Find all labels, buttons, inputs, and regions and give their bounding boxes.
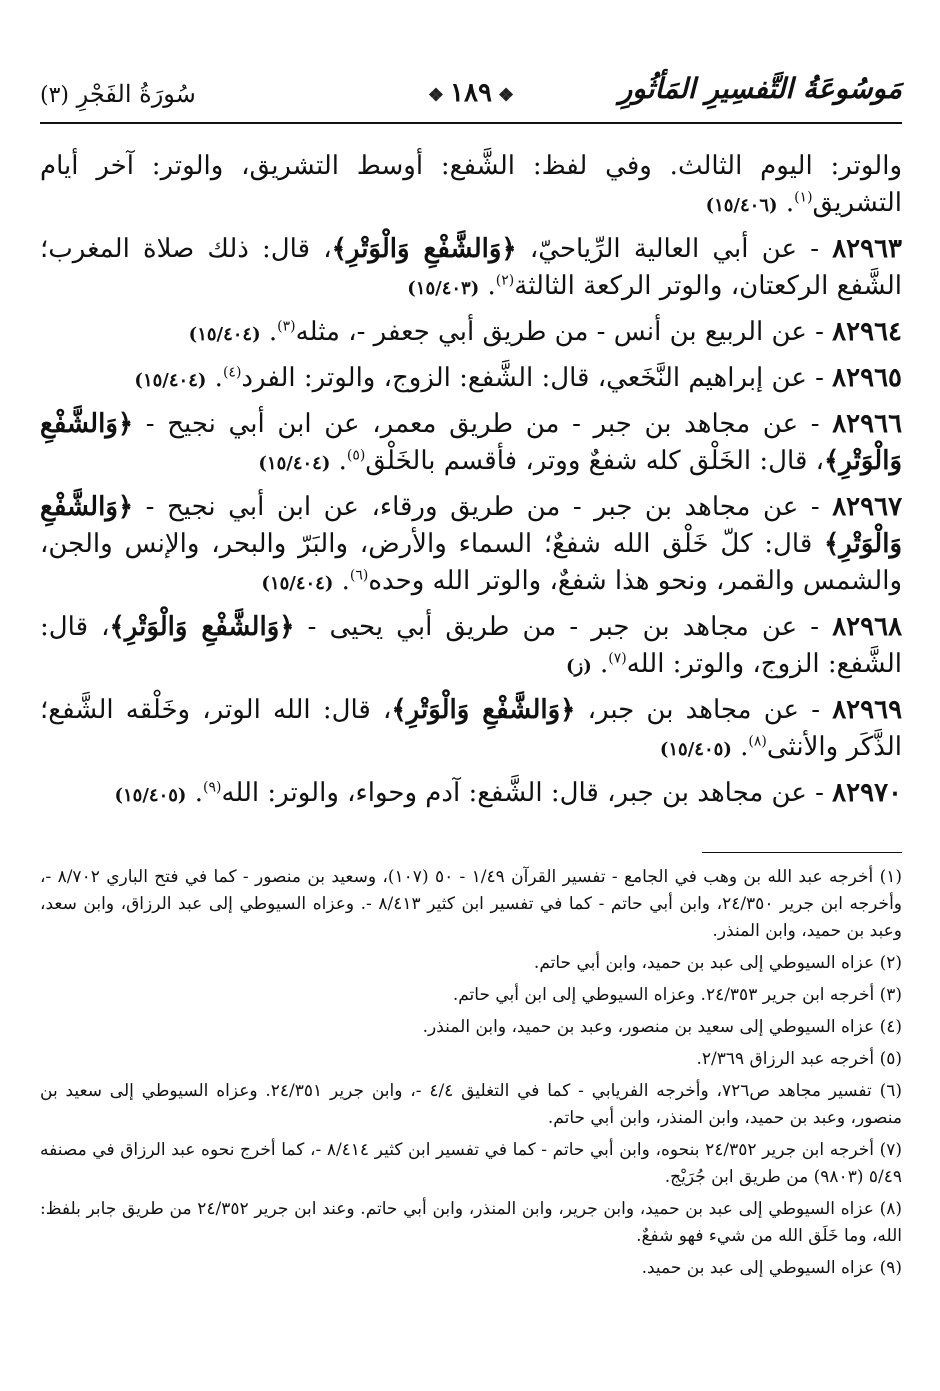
narration-number: ٨٢٩٦٩: [832, 695, 903, 725]
footnote: [40, 1046, 902, 1073]
footnote-marker[interactable]: (٢): [495, 272, 515, 289]
narration-number: ٨٢٩٦٣: [832, 234, 903, 264]
ornament-icon: ❖: [427, 85, 445, 106]
page-number-block: [422, 78, 520, 108]
footnote: [40, 864, 902, 945]
page-number: ١٨٩: [450, 78, 492, 108]
footnote: [40, 1196, 902, 1250]
footnote-number: (٤): [879, 1017, 902, 1037]
punctuation: .: [338, 446, 347, 476]
quran-verse: ﴿وَالشَّفْعِ وَالْوَتْرِ﴾: [331, 234, 517, 264]
footnote-marker[interactable]: (١): [794, 189, 813, 206]
narration-text: - عن الربيع بن أنس - من طريق أبي جعفر -، مثله: [295, 317, 824, 347]
footnote: [40, 950, 902, 977]
footnote-text: عزاه السيوطي إلى عبد بن حميد، وابن جرير، وابن المنذر، وابن أبي حاتم. وعند ابن جرير ٢٤/٣٥٢ من طريق جابر بلفظ: الله، وما خَلَق الله من شيء فهو شفعٌ.: [40, 1199, 902, 1246]
narration-intro: - عن مجاهد بن جبر - من طريق ورقاء، عن ابن أبي نجيح -: [145, 492, 820, 522]
footnote: [40, 1137, 902, 1191]
footnote-text: أخرجه عبد الرزاق ٢/٣٦٩.: [696, 1049, 875, 1069]
footnote-marker[interactable]: (٧): [608, 650, 627, 667]
narration-number: ٨٢٩٦٨: [832, 612, 903, 642]
footnote-marker[interactable]: (٤): [222, 364, 242, 381]
footnote-text: أخرجه عبد الله بن وهب في الجامع - تفسير القرآن ١/٤٩ - ٥٠ (١٠٧)، وسعيد بن منصور - كما في فتح الباري ٨/٧٠٢ -، وأخرجه ابن جرير ٢٤/٣٥٠، وابن أبي حاتم - كما في تفسير ابن كثير ٨/٤١٣ -. وعزاه السيوطي إلى عبد الرزاق، وابن سعد، وعبد بن حميد، وابن المنذر.: [40, 867, 902, 941]
punctuation: .: [194, 778, 203, 808]
footnote: [40, 1014, 902, 1041]
source-reference: (١٥/٤٠٤): [188, 324, 261, 345]
footnote-number: (٦): [879, 1081, 903, 1101]
punctuation: .: [341, 566, 350, 596]
narration-text: - عن إبراهيم النَّخَعي، قال: الشَّفع: الزوج، والوتر: الفرد: [241, 363, 824, 393]
narration-entry: [40, 692, 902, 768]
narration-number: ٨٢٩٦٦: [832, 409, 903, 439]
main-text: [40, 148, 902, 821]
narration-text: ، قال: الخَلْق كله شفعٌ ووتر، فأقسم بالخَلْق: [365, 446, 825, 476]
footnote-text: عزاه السيوطي إلى عبد بن حميد.: [641, 1258, 875, 1278]
footnote-marker[interactable]: (٦): [349, 567, 369, 584]
narration-intro: - عن مجاهد بن جبر - من طريق أبي يحيى -: [307, 612, 820, 642]
narration-entry: [40, 489, 902, 602]
source-reference: (١٥/٤٠٤): [261, 573, 334, 594]
source-reference: (١٥/٤٠٥): [659, 739, 732, 760]
punctuation: .: [785, 188, 795, 218]
narration-text: ، قال: الله الوتر، وخَلْقه الشَّفع؛ الذَّكَر والأنثى: [40, 695, 902, 762]
footnote-number: (٢): [879, 953, 902, 973]
footnote-number: (٣): [879, 985, 902, 1005]
narration-text: ، قال: ذلك صلاة المغرب؛ الشَّفع الركعتان، والوتر الركعة الثالثة: [40, 234, 902, 301]
book-page: [40, 0, 902, 1391]
source-reference: (١٥/٤٠٥): [114, 785, 187, 806]
narration-intro: - عن أبي العالية الرِّياحيّ،: [529, 234, 819, 264]
book-title: مَوسُوعَةُ التَّفسِيرِ المَأثُورِ: [618, 72, 902, 105]
footnote-divider: [702, 852, 902, 853]
narration-text: قال: كلّ خَلْق الله شفعٌ؛ السماء والأرض، والبَرّ والبحر، والإنس والجن، والشمس والقمر، ونحو هذا شفعٌ، والوتر الله وحده: [40, 529, 902, 596]
surah-title: [40, 80, 196, 108]
footnote-number: (٥): [879, 1049, 902, 1069]
narration-number: ٨٢٩٧٠: [832, 778, 902, 808]
narration-entry: [40, 360, 902, 399]
narration-number: ٨٢٩٦٥: [832, 363, 902, 393]
footnote-text: أخرجه ابن جرير ٢٤/٣٥٣. وعزاه السيوطي إلى ابن أبي حاتم.: [452, 985, 875, 1005]
narration-number: ٨٢٩٦٤: [832, 317, 902, 347]
page-header: [40, 72, 902, 122]
footnote-text: عزاه السيوطي إلى عبد بن حميد، وابن أبي حاتم.: [533, 953, 875, 973]
footnote-text: عزاه السيوطي إلى سعيد بن منصور، وعبد بن حميد، وابن المنذر.: [422, 1017, 875, 1037]
footnote: [40, 982, 902, 1009]
punctuation: .: [487, 271, 496, 301]
footnote-number: (٧): [879, 1140, 903, 1160]
quran-verse: ﴿وَالشَّفْعِ وَالْوَتْرِ﴾: [40, 409, 902, 476]
footnote-number: (٩): [879, 1258, 902, 1278]
narration-text: ، قال: الشَّفع: الزوج، والوتر: الله: [40, 612, 902, 679]
footnote-text: تفسير مجاهد ص٧٢٦، وأخرجه الفريابي - كما في التغليق ٤/٤ -، وابن جرير ٢٤/٣٥١. وعزاه السيوطي إلى سعيد بن منصور، وعبد بن حميد، وابن المنذر، وابن أبي حاتم.: [40, 1081, 902, 1128]
footnote-text: أخرجه ابن جرير ٢٤/٣٥٢ بنحوه، وابن أبي حاتم - كما في تفسير ابن كثير ٨/٤١٤ -، كما أخرج نحوه عبد الرزاق في مصنفه ٥/٤٩ (٩٨٠٣) من طريق ابن جُرَيْج.: [40, 1140, 902, 1187]
narration-entry: [40, 609, 902, 685]
source-reference: (١٥/٤٠٣): [407, 278, 480, 299]
footnotes-section: [40, 864, 902, 1287]
source-reference: (١٥/٤٠٤): [134, 370, 207, 391]
narration-text: - عن مجاهد بن جبر، قال: الشَّفع: آدم وحواء، والوتر: الله: [221, 778, 824, 808]
surah-part: (٣): [40, 83, 70, 108]
narration-entry: [40, 314, 902, 353]
punctuation: .: [740, 732, 749, 762]
footnote-marker[interactable]: (٨): [748, 733, 767, 750]
footnote-number: (٨): [879, 1199, 902, 1219]
surah-label: سُورَةُ الفَجْرِ: [76, 80, 196, 108]
source-reference: (١٥/٤٠٤): [258, 453, 331, 474]
narration-entry: [40, 148, 902, 224]
quran-verse: ﴿وَالشَّفْعِ وَالْوَتْرِ﴾: [391, 695, 576, 725]
footnote: [40, 1078, 902, 1132]
narration-number: ٨٢٩٦٧: [832, 492, 903, 522]
punctuation: .: [214, 363, 223, 393]
footnote-number: (١): [879, 867, 902, 887]
narration-entry: [40, 231, 902, 307]
punctuation: .: [599, 649, 609, 679]
footnote-marker[interactable]: (٣): [277, 318, 296, 335]
header-divider: [40, 122, 902, 124]
narration-intro: - عن مجاهد بن جبر،: [587, 695, 821, 725]
quran-verse: ﴿وَالشَّفْعِ وَالْوَتْرِ﴾: [40, 492, 902, 559]
footnote-marker[interactable]: (٩): [202, 779, 222, 796]
punctuation: .: [268, 317, 278, 347]
narration-text: والوتر: اليوم الثالث. وفي لفظ: الشَّفع: أوسط التشريق، والوتر: آخر أيام التشريق: [40, 151, 902, 218]
narration-entry: [40, 775, 902, 814]
ornament-icon: ❖: [497, 85, 515, 106]
footnote-marker[interactable]: (٥): [346, 447, 366, 464]
narration-entry: [40, 406, 902, 482]
narration-intro: - عن مجاهد بن جبر - من طريق معمر، عن ابن أبي نجيح -: [145, 409, 820, 439]
source-reference: (ز): [565, 656, 592, 677]
source-reference: (١٥/٤٠٦): [705, 195, 778, 216]
quran-verse: ﴿وَالشَّفْعِ وَالْوَتْرِ﴾: [109, 612, 295, 642]
footnote: [40, 1255, 902, 1282]
